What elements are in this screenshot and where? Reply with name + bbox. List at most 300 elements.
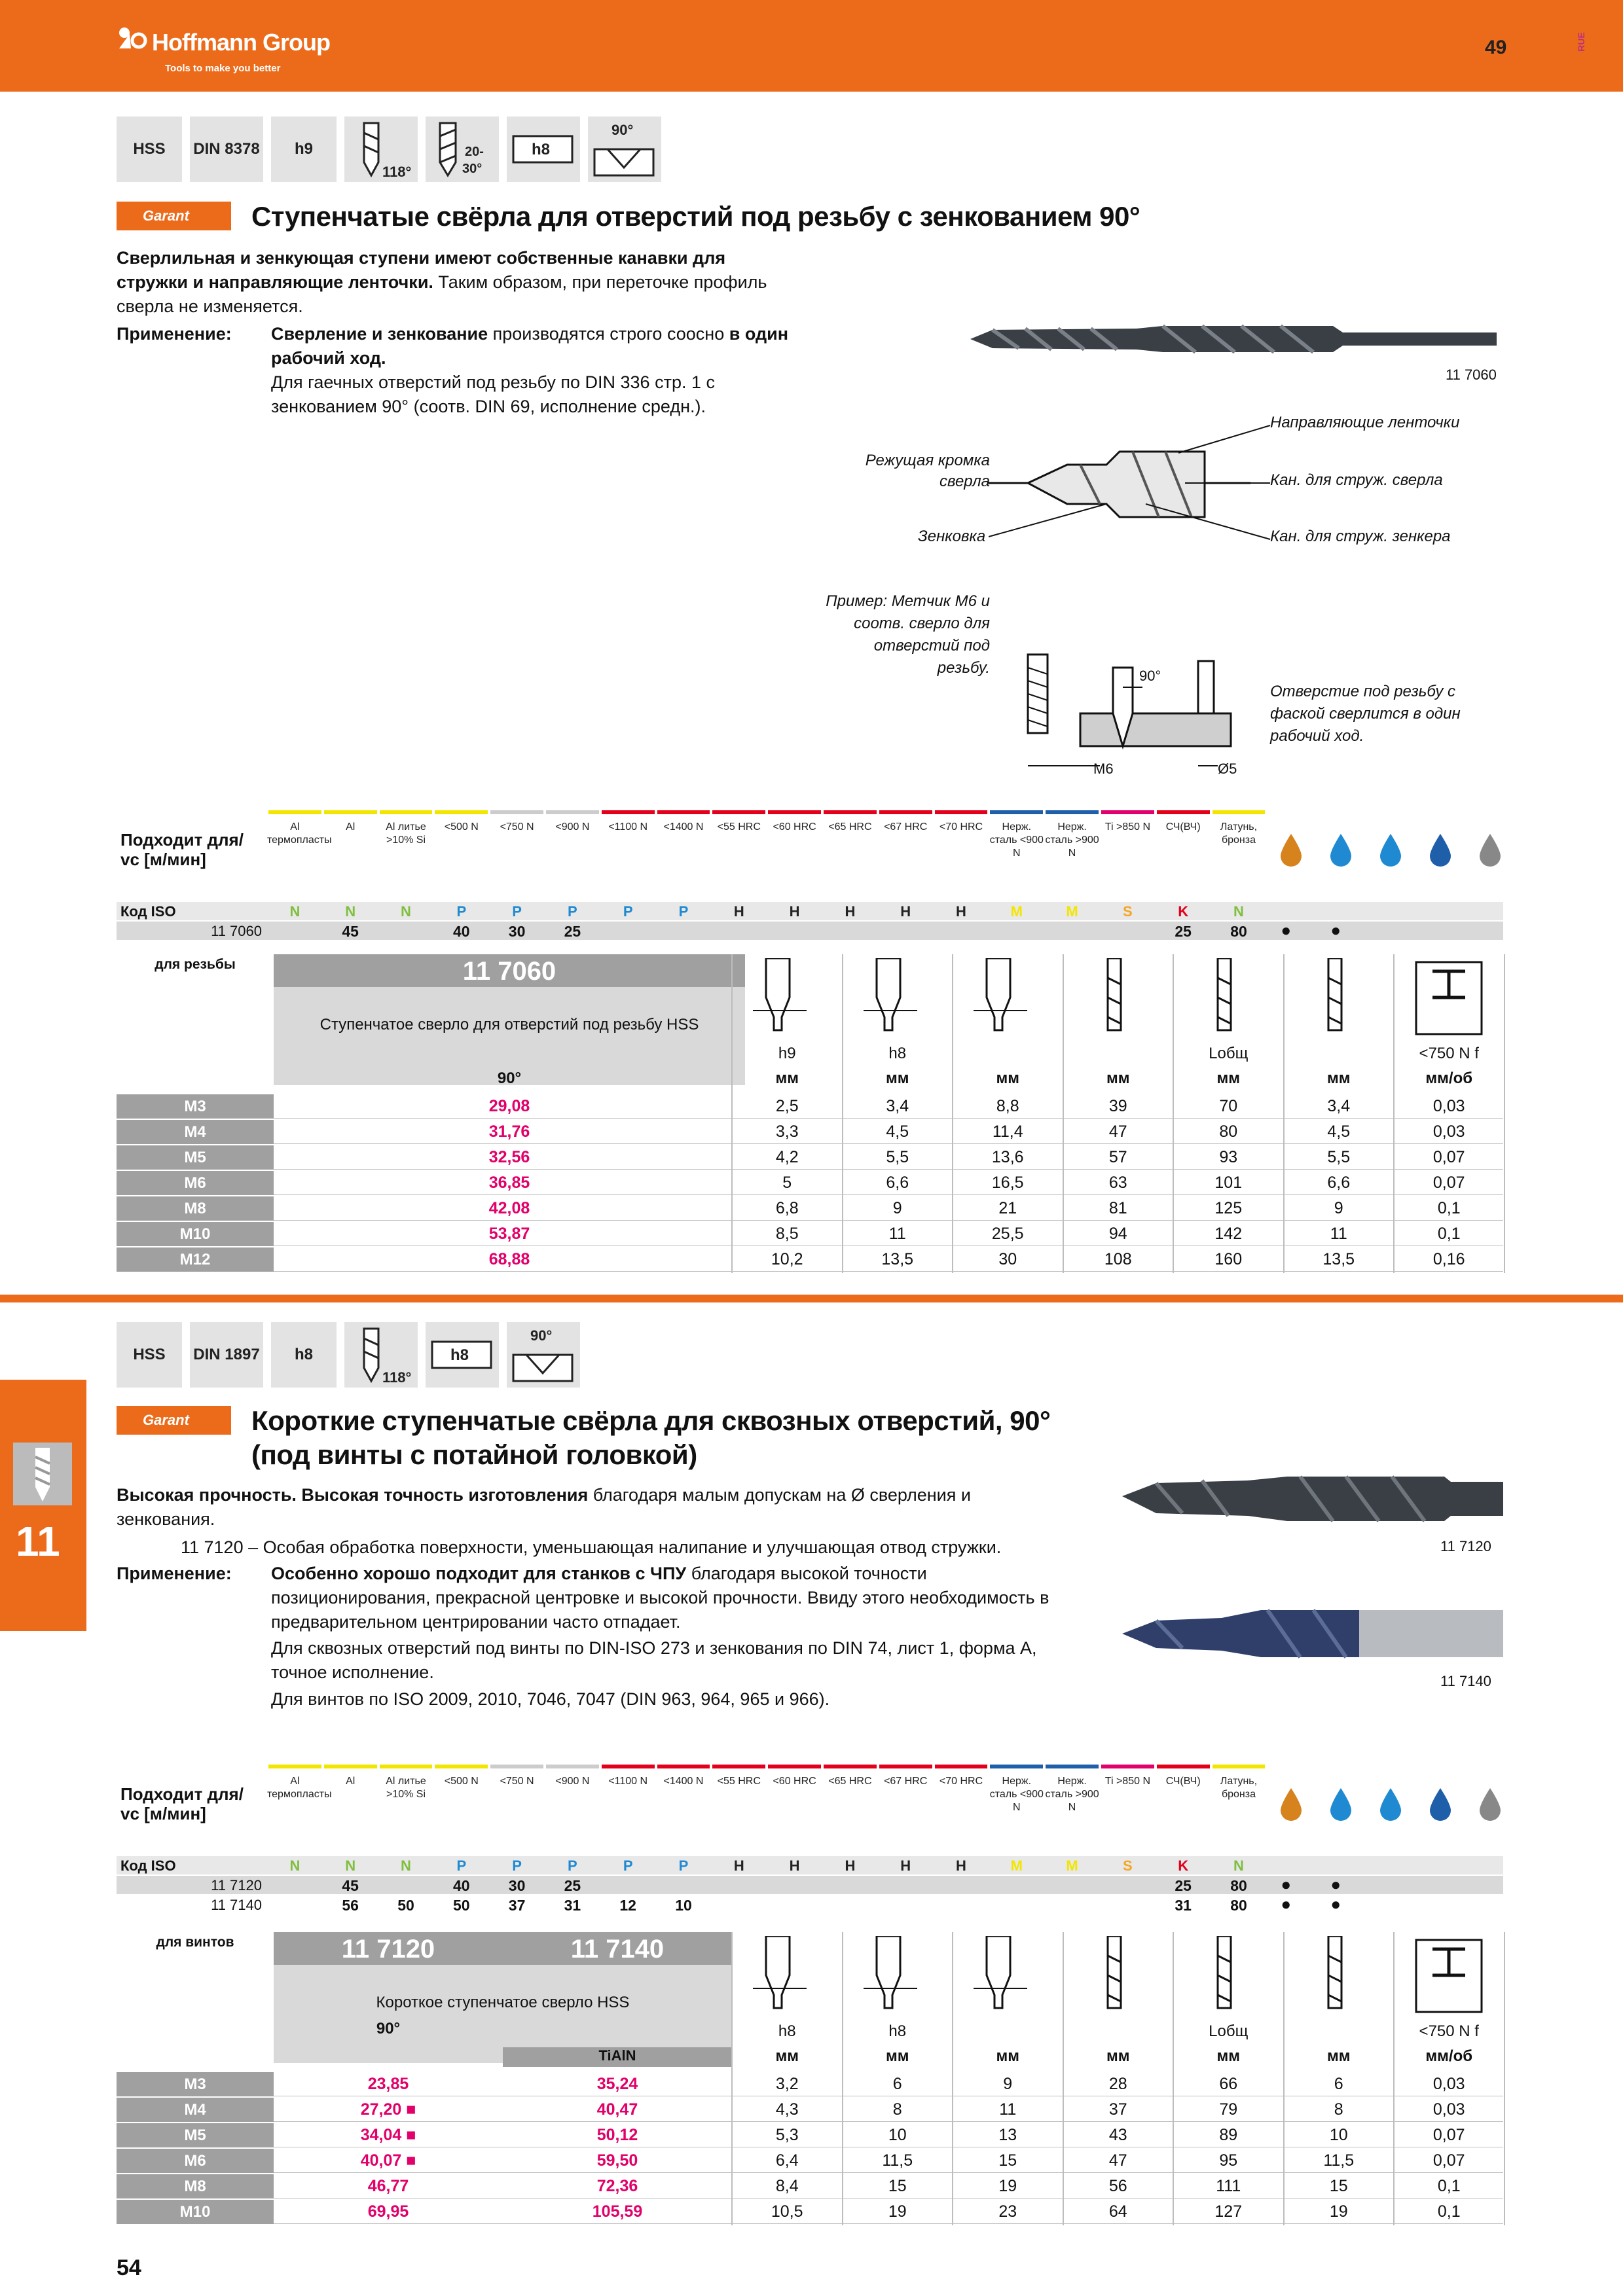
label-hole-note: Отверстие под резьбу с фаской сверлится в один рабочий ход. — [1270, 683, 1461, 745]
material-col-5: <900 N — [555, 821, 590, 833]
thread-size: M12 — [117, 1247, 274, 1272]
suitability-dot: ● — [1330, 1894, 1341, 1914]
materials-title: Подходит для/ vc [м/мин] — [120, 1784, 244, 1823]
material-color-bar — [990, 1765, 1043, 1768]
material-col-13: Нерж. сталь <900 N — [989, 1776, 1044, 1813]
dimension-value: 9 — [1003, 2075, 1013, 2093]
material-color-bar — [1101, 810, 1154, 814]
iso-code: H — [956, 1857, 966, 1874]
dimension-value: 80 — [1219, 1122, 1238, 1141]
materials-table-2 — [117, 1765, 1503, 1919]
section1-app-label: Применение: — [117, 324, 232, 344]
material-color-bar — [380, 810, 433, 814]
dimension-value: 3,3 — [775, 1122, 799, 1141]
dimension-value: 142 — [1214, 1225, 1243, 1243]
water-drop-icon — [1321, 1784, 1360, 1823]
dimension-value: 4,5 — [1327, 1122, 1351, 1141]
dimension-value: 15 — [1329, 2177, 1348, 2195]
label-example: Пример: Метчик M6 и соотв. сверло для отверстий под резьбу. — [826, 592, 990, 677]
material-col-4: <750 N — [500, 821, 534, 833]
product-table-117120-117140 — [117, 1932, 1503, 2233]
thread-size: M3 — [117, 1094, 274, 1119]
dimension-value: 93 — [1219, 1148, 1238, 1166]
dimension-value: 10 — [888, 2126, 907, 2144]
water-drop-icon — [1321, 830, 1360, 869]
dimension-value: 10,2 — [771, 1250, 803, 1268]
material-color-bar — [935, 810, 988, 814]
column-divider — [1173, 1932, 1174, 2225]
material-row-label: 11 7120 — [211, 1877, 262, 1893]
material-col-10: <65 HRC — [828, 1776, 872, 1787]
section2-description: Высокая прочность. Высокая точность изготовления благодаря малым допускам на Ø сверления и зенкования. — [117, 1485, 971, 1529]
iso-code: H — [845, 903, 856, 920]
iso-label: Код ISO — [120, 1857, 176, 1874]
dimension-unit: мм — [996, 2047, 1019, 2065]
dimension-label: h8 — [888, 1045, 907, 1062]
iso-code: P — [512, 903, 522, 920]
product-angle: 90° — [497, 1069, 522, 1087]
dimension-value: 15 — [998, 2151, 1017, 2170]
dimension-value: 66 — [1219, 2075, 1238, 2093]
row-divider — [274, 1271, 1503, 1272]
iso-code: H — [733, 1857, 744, 1874]
iso-code: S — [1123, 1857, 1133, 1874]
section1-app-text-2: Для гаечных отверстий под резьбу по DIN 336 стр. 1 с зенкованием 90° (соотв. DIN 69, исполнение средн.). — [271, 372, 715, 416]
iso-label: Код ISO — [120, 903, 176, 920]
spec-hss-2: HSS — [117, 1322, 182, 1388]
cutting-speed: 25 — [564, 1877, 581, 1894]
drill-icon — [13, 1443, 72, 1505]
dimension-value: 13,5 — [881, 1250, 914, 1268]
section2-app-text-3: Для винтов по ISO 2009, 2010, 7046, 7047 (DIN 963, 964, 965 и 966). — [271, 1689, 830, 1709]
thread-size: M8 — [117, 2174, 274, 2198]
dimension-value: 8 — [1334, 2100, 1343, 2119]
m6-label: M6 — [1093, 761, 1114, 777]
dimension-value: 101 — [1214, 1174, 1243, 1192]
material-col-15: Ti >850 N — [1104, 821, 1150, 833]
garant-brand-badge: Garant — [117, 202, 231, 230]
dimension-icon-1 — [858, 958, 937, 1043]
column-divider — [1393, 1932, 1395, 2225]
spray-icon — [1371, 1784, 1410, 1823]
countersink-icon — [1470, 830, 1510, 869]
iso-code: H — [900, 1857, 911, 1874]
dimension-value: 108 — [1104, 1250, 1132, 1268]
material-color-bar — [435, 1765, 488, 1768]
iso-code: M — [1066, 903, 1078, 920]
thread-size: M4 — [117, 2098, 274, 2122]
row-divider — [274, 1143, 1503, 1144]
column-divider — [1393, 954, 1395, 1273]
price-117120: 69,95 — [367, 2202, 409, 2221]
dimension-label: h9 — [778, 1045, 796, 1062]
cutting-speed: 45 — [342, 923, 359, 940]
iso-code: M — [1010, 903, 1023, 920]
chapter-number: 11 — [16, 1518, 60, 1565]
dimension-value: 0,1 — [1437, 1199, 1461, 1217]
image-caption-117120: 11 7120 — [1440, 1538, 1491, 1554]
material-col-12: <70 HRC — [939, 1776, 983, 1787]
material-col-4: <750 N — [500, 1776, 534, 1787]
material-col-14: Нерж. сталь >900 N — [1045, 821, 1099, 859]
dimension-unit: мм — [996, 1069, 1019, 1087]
table-for-label: для резьбы — [155, 957, 236, 972]
column-divider — [1504, 1932, 1505, 2225]
iso-code: H — [733, 903, 744, 920]
dimension-icon-4 — [1189, 958, 1267, 1043]
material-color-bar — [935, 1765, 988, 1768]
iso-code: P — [623, 1857, 633, 1874]
dimension-icon-6 — [1410, 958, 1488, 1043]
dimension-value: 5,3 — [775, 2126, 799, 2144]
iso-code: K — [1178, 1857, 1189, 1874]
product-code: 11 7060 — [462, 957, 556, 986]
spec-shank-tolerance-2 — [426, 1322, 499, 1388]
dimension-value: 3,2 — [775, 2075, 799, 2093]
dimension-value: 11,5 — [1323, 2151, 1355, 2170]
price-117060: 29,08 — [488, 1097, 530, 1115]
product-table-117060 — [117, 954, 1503, 1275]
cutting-speed: 50 — [397, 1897, 414, 1914]
dimension-value: 10 — [1329, 2126, 1348, 2144]
material-color-bar — [768, 810, 821, 814]
row-divider — [274, 1118, 1503, 1119]
dimension-value: 95 — [1219, 2151, 1238, 2170]
spec-countersink-angle-2 — [507, 1322, 580, 1388]
dimension-value: 6 — [1334, 2075, 1343, 2093]
dimension-unit: мм — [1216, 2047, 1240, 2065]
dimension-value: 47 — [1108, 1122, 1127, 1141]
material-color-bar — [268, 1765, 321, 1768]
dimension-value: 19 — [998, 2177, 1017, 2195]
dimension-unit: мм — [1326, 2047, 1351, 2065]
point-angle-icon — [344, 1322, 418, 1388]
dimension-label: Lобщ — [1209, 2022, 1249, 2040]
price-117140: 50,12 — [596, 2126, 638, 2144]
spec-tolerance: h9 — [271, 117, 337, 182]
dimension-value: 37 — [1108, 2100, 1127, 2119]
price-117120: 23,85 — [367, 2075, 409, 2093]
dimension-value: 0,1 — [1437, 2202, 1461, 2221]
dimension-icon-0 — [748, 1936, 826, 2021]
material-color-bar — [1213, 810, 1266, 814]
suitability-dot: ● — [1330, 920, 1341, 940]
cutting-speed: 30 — [508, 1877, 526, 1894]
drill-tip-diagram — [989, 419, 1277, 550]
material-color-bar — [1101, 1765, 1154, 1768]
dimension-value: 160 — [1214, 1250, 1243, 1268]
price-117060: 42,08 — [488, 1199, 530, 1217]
dimension-unit: мм — [775, 2047, 799, 2065]
dimension-value: 89 — [1219, 2126, 1238, 2144]
row-divider — [274, 2223, 1503, 2224]
dimension-icon-2 — [968, 958, 1047, 1043]
iso-code: N — [289, 1857, 301, 1874]
iso-code: H — [789, 903, 800, 920]
material-col-0: Al термопласты — [267, 821, 332, 846]
material-color-bar — [712, 1765, 765, 1768]
dimension-value: 8,8 — [996, 1097, 1019, 1115]
iso-code: P — [568, 1857, 577, 1874]
material-col-14: Нерж. сталь >900 N — [1045, 1776, 1099, 1813]
dimension-icon-0 — [748, 958, 826, 1043]
iso-code: N — [345, 1857, 356, 1874]
material-color-bar — [1046, 810, 1099, 814]
material-col-0: Al термопласты — [267, 1776, 332, 1800]
section1-description: Сверлильная и зенкующая ступени имеют собственные канавки для стружки и направляющие ленточки. Таким образом, при переточке профиль сверла не изменяется. — [117, 248, 767, 316]
price-117060: 31,76 — [488, 1122, 530, 1141]
dimension-value: 6 — [892, 2075, 902, 2093]
svg-text:118°: 118° — [382, 1369, 412, 1386]
material-col-15: Ti >850 N — [1104, 1776, 1150, 1787]
dimension-value: 6,8 — [775, 1199, 799, 1217]
dimension-value: 19 — [1329, 2202, 1348, 2221]
column-divider — [731, 954, 733, 1273]
dimension-unit: мм — [885, 1069, 909, 1087]
iso-code: P — [678, 1857, 689, 1874]
material-color-bar — [879, 1765, 932, 1768]
price-117140: 35,24 — [596, 2075, 638, 2093]
row-divider — [274, 2121, 1503, 2122]
thread-size: M10 — [117, 2200, 274, 2224]
dimension-icon-1 — [858, 1936, 937, 2021]
dimension-value: 3,4 — [1327, 1097, 1351, 1115]
thread-size: M5 — [117, 1145, 274, 1170]
garant-brand-badge-2: Garant — [117, 1406, 231, 1435]
dimension-value: 11,4 — [992, 1122, 1023, 1141]
material-col-1: Al — [346, 1776, 356, 1787]
dimension-unit: мм/об — [1425, 2047, 1473, 2065]
dimension-label: <750 N f — [1419, 1045, 1479, 1062]
suitability-dot: ● — [1281, 920, 1292, 940]
product-code: 11 7120 — [341, 1935, 435, 1964]
dimension-value: 13,6 — [991, 1148, 1024, 1166]
dimension-value: 15 — [888, 2177, 907, 2195]
material-color-bar — [490, 810, 543, 814]
svg-text:118°: 118° — [382, 164, 412, 180]
material-color-bar — [657, 810, 710, 814]
oil-drop-icon — [1271, 1784, 1311, 1823]
column-divider — [952, 1932, 953, 2225]
price-117060: 53,87 — [488, 1225, 530, 1243]
material-col-7: <1400 N — [663, 821, 704, 833]
material-color-bar — [602, 1765, 655, 1768]
price-117060: 68,88 — [488, 1250, 530, 1268]
iso-code: N — [345, 903, 356, 920]
dimension-unit: мм/об — [1425, 1069, 1473, 1087]
iso-code: S — [1123, 903, 1133, 920]
dimension-value: 0,1 — [1437, 1225, 1461, 1243]
dimension-value: 94 — [1108, 1225, 1127, 1243]
iso-code: H — [789, 1857, 800, 1874]
dimension-value: 0,03 — [1432, 1097, 1465, 1115]
dimension-value: 5,5 — [886, 1148, 909, 1166]
dimension-value: 39 — [1108, 1097, 1127, 1115]
dimension-value: 9 — [1334, 1199, 1343, 1217]
dimension-value: 8 — [892, 2100, 902, 2119]
dimension-value: 81 — [1108, 1199, 1127, 1217]
material-col-13: Нерж. сталь <900 N — [989, 821, 1044, 859]
material-col-11: <67 HRC — [884, 1776, 928, 1787]
material-col-6: <1100 N — [608, 821, 648, 833]
dimension-value: 3,4 — [886, 1097, 909, 1115]
point-angle-icon — [344, 117, 418, 182]
column-divider — [731, 1932, 733, 2225]
cutting-speed: 40 — [452, 923, 470, 940]
cutting-speed: 80 — [1230, 1897, 1247, 1914]
label-guide-lands: Направляющие ленточки — [1270, 414, 1460, 431]
dimension-icon-3 — [1079, 958, 1158, 1043]
drill-image-117140 — [1117, 1597, 1510, 1669]
material-color-bar — [824, 810, 877, 814]
column-divider — [1504, 954, 1505, 1273]
iso-code: P — [456, 903, 467, 920]
material-color-bar — [712, 810, 765, 814]
dimension-icon-5 — [1300, 958, 1378, 1043]
material-color-bar — [824, 1765, 877, 1768]
cutting-speed: 10 — [675, 1897, 692, 1914]
suitability-dot: ● — [1330, 1874, 1341, 1894]
svg-text:h8: h8 — [450, 1346, 469, 1364]
footer-page-number: 54 — [117, 2255, 141, 2280]
section2-app-text-2: Для сквозных отверстий под винты по DIN-ISO 273 и зенкования по DIN 74, лист 1, форма A, точное исполнение. — [271, 1638, 1037, 1682]
row-divider — [274, 2172, 1503, 2173]
iso-code: N — [1233, 903, 1244, 920]
cutting-speed: 12 — [619, 1897, 636, 1914]
svg-text:90°: 90° — [530, 1327, 553, 1344]
material-color-bar — [990, 810, 1043, 814]
dimension-value: 13 — [998, 2126, 1017, 2144]
d5-label: Ø5 — [1218, 761, 1237, 777]
iso-code: N — [1233, 1857, 1244, 1874]
material-color-bar — [546, 1765, 599, 1768]
price-117120: 27,20 ■ — [360, 2100, 416, 2119]
dimension-value: 0,16 — [1432, 1250, 1465, 1268]
iso-code: N — [401, 1857, 411, 1874]
chapter-tab[interactable] — [0, 1380, 86, 1631]
suitability-dot: ● — [1281, 1894, 1292, 1914]
spec-din-2: DIN 1897 — [190, 1322, 263, 1388]
iso-code: N — [289, 903, 301, 920]
material-color-bar — [1046, 1765, 1099, 1768]
material-col-17: Латунь, бронза — [1220, 1776, 1258, 1800]
row-divider — [274, 1169, 1503, 1170]
spec-tolerance-2: h8 — [271, 1322, 337, 1388]
dimension-value: 11,5 — [882, 2151, 913, 2170]
label-countersink: Зенковка — [918, 528, 986, 545]
dimension-value: 16,5 — [991, 1174, 1024, 1192]
material-col-3: <500 N — [444, 821, 479, 833]
label-countersink-flute: Кан. для струж. зенкера — [1270, 528, 1451, 545]
iso-code: H — [900, 903, 911, 920]
dimension-value: 79 — [1219, 2100, 1238, 2119]
dimension-unit: мм — [775, 1069, 799, 1087]
dimension-value: 0,07 — [1432, 2151, 1465, 2170]
material-color-bar — [879, 810, 932, 814]
dimension-label: <750 N f — [1419, 2022, 1479, 2040]
material-col-2: Al литье >10% Si — [386, 1776, 426, 1800]
spec-countersink-angle — [588, 117, 661, 182]
material-color-bar — [1213, 1765, 1266, 1768]
price-117120: 34,04 ■ — [360, 2126, 416, 2144]
coating-label: TiAlN — [503, 2047, 732, 2067]
brand-tagline: Tools to make you better — [165, 63, 281, 74]
dimension-value: 0,03 — [1432, 1122, 1465, 1141]
thread-size: M6 — [117, 1171, 274, 1195]
dimension-value: 21 — [998, 1199, 1017, 1217]
material-col-10: <65 HRC — [828, 821, 872, 833]
material-color-bar — [435, 810, 488, 814]
spec-point-angle — [344, 117, 418, 182]
iso-code: M — [1066, 1857, 1078, 1874]
dimension-value: 30 — [998, 1250, 1017, 1268]
product-name: Короткое ступенчатое сверло HSS — [376, 1994, 630, 2011]
material-row-label: 11 7140 — [211, 1897, 262, 1913]
price-117120: 46,77 — [367, 2177, 409, 2195]
cutting-speed: 45 — [342, 1877, 359, 1894]
spec-hss: HSS — [117, 117, 182, 182]
material-col-8: <55 HRC — [717, 821, 761, 833]
dimension-value: 4,3 — [775, 2100, 799, 2119]
svg-text:20-: 20- — [465, 145, 484, 159]
thread-size: M3 — [117, 2072, 274, 2096]
column-divider — [952, 954, 953, 1273]
iso-code: N — [401, 903, 411, 920]
spray-icon — [1371, 830, 1410, 869]
cutting-speed: 50 — [452, 1897, 470, 1914]
material-color-bar — [1157, 810, 1210, 814]
svg-text:30°: 30° — [462, 162, 483, 176]
dimension-value: 56 — [1108, 2177, 1127, 2195]
dimension-value: 0,07 — [1432, 1148, 1465, 1166]
spec-shank-tolerance — [507, 117, 580, 182]
shank-tolerance-icon — [507, 117, 580, 182]
column-divider — [842, 954, 843, 1273]
section2-title-1: Короткие ступенчатые свёрла для сквозных отверстий, 90° — [251, 1405, 1051, 1436]
svg-text:90°: 90° — [611, 122, 634, 138]
svg-text:h8: h8 — [532, 141, 551, 158]
dimension-value: 8,4 — [775, 2177, 799, 2195]
dimension-value: 5,5 — [1327, 1148, 1351, 1166]
material-color-bar — [324, 1765, 377, 1768]
material-color-bar — [380, 1765, 433, 1768]
material-col-11: <67 HRC — [884, 821, 928, 833]
materials-table-1 — [117, 810, 1503, 939]
iso-code: P — [678, 903, 689, 920]
dimension-value: 70 — [1219, 1097, 1238, 1115]
dimension-value: 0,07 — [1432, 1174, 1465, 1192]
countersink-angle-icon — [588, 117, 661, 182]
material-color-bar — [1157, 1765, 1210, 1768]
cutting-speed: 37 — [508, 1897, 526, 1914]
dimension-icon-5 — [1300, 1936, 1378, 2021]
price-117140: 59,50 — [596, 2151, 638, 2170]
material-color-bar — [324, 810, 377, 814]
spec-din: DIN 8378 — [190, 117, 263, 182]
price-117120: 40,07 ■ — [360, 2151, 416, 2170]
thread-size: M10 — [117, 1222, 274, 1246]
material-color-bar — [490, 1765, 543, 1768]
material-col-3: <500 N — [444, 1776, 479, 1787]
iso-code: H — [956, 903, 966, 920]
dimension-value: 2,5 — [775, 1097, 799, 1115]
material-col-9: <60 HRC — [773, 1776, 816, 1787]
dimension-value: 6,6 — [1327, 1174, 1351, 1192]
section2-surface-note: 11 7120 – Особая обработка поверхности, уменьшающая налипание и улучшающая отвод стружки. — [181, 1537, 1002, 1557]
column-divider — [1283, 1932, 1285, 2225]
material-col-1: Al — [346, 821, 356, 833]
section1-title: Ступенчатые свёрла для отверстий под резьбу с зенкованием 90° — [251, 201, 1140, 232]
